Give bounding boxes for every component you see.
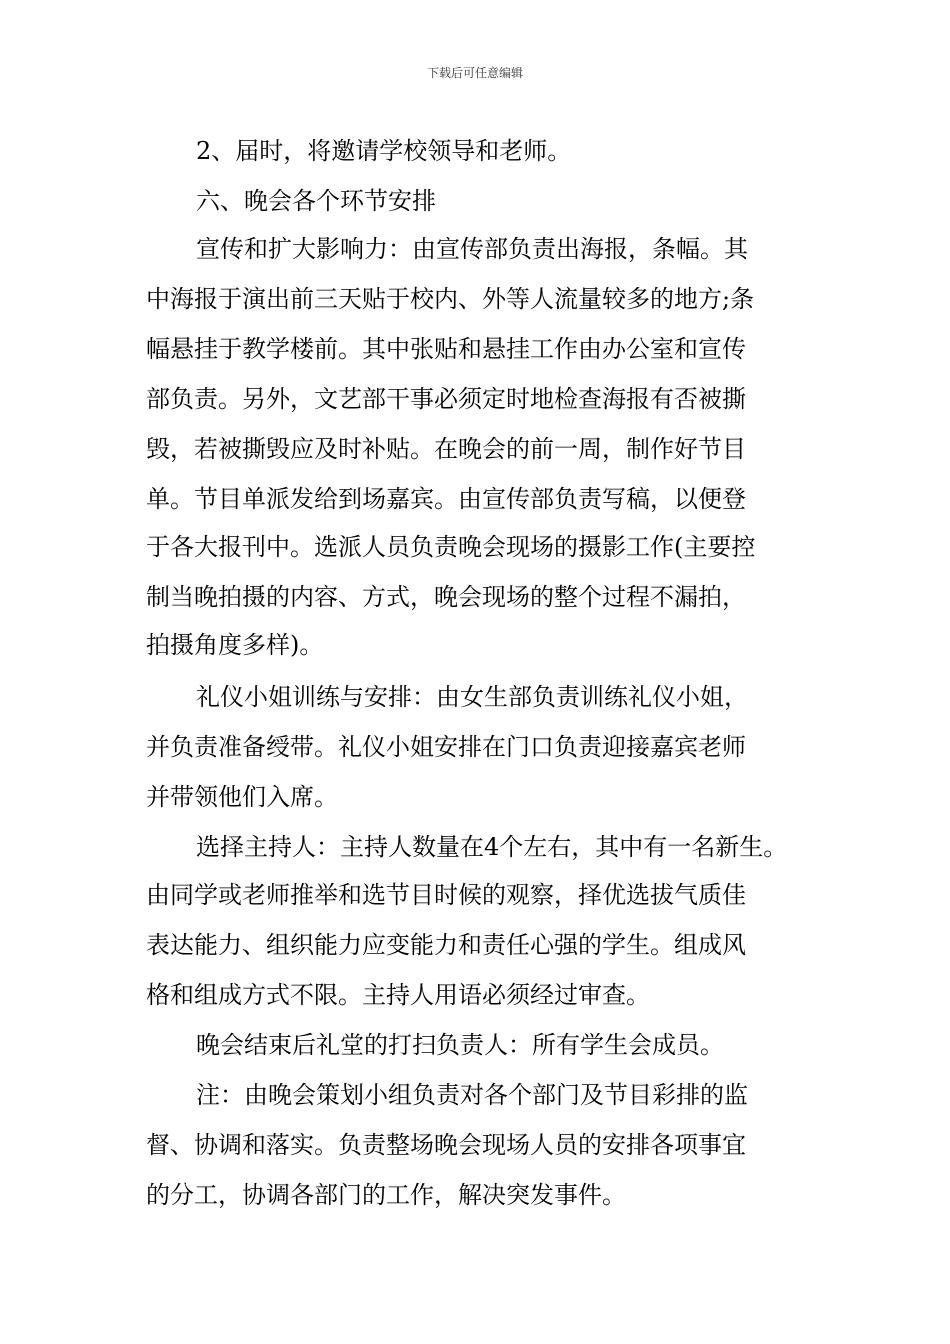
text-line: 督、协调和落实。负责整场晚会现场人员的安排各项事宜 — [146, 1131, 746, 1159]
text-line: 表达能力、组织能力应变能力和责任心强的学生。组成风 — [146, 931, 746, 959]
page-header: 下载后可任意编辑 — [426, 66, 523, 80]
text-line: 于各大报刊中。选派人员负责晚会现场的摄影工作(主要控 — [146, 533, 756, 561]
text-line: 礼仪小姐训练与安排：由女生部负责训练礼仪小姐， — [196, 683, 748, 711]
text-line: 单。节目单派发给到场嘉宾。由宣传部负责写稿，以便登 — [146, 485, 746, 513]
text-line: 制当晚拍摄的内容、方式，晚会现场的整个过程不漏拍， — [146, 583, 746, 611]
text-line: 晚会结束后礼堂的打扫负责人：所有学生会成员。 — [196, 1031, 724, 1059]
text-line: 选择主持人：主持人数量在4个左右，其中有一名新生。 — [196, 833, 788, 861]
text-line: 宣传和扩大影响力：由宣传部负责出海报，条幅。其 — [196, 235, 748, 263]
text-line: 注：由晚会策划小组负责对各个部门及节目彩排的监 — [196, 1081, 748, 1109]
text-line: 的分工，协调各部门的工作，解决突发事件。 — [146, 1181, 626, 1209]
text-line: 并负责准备绶带。礼仪小姐安排在门口负责迎接嘉宾老师 — [146, 733, 746, 761]
text-line: 由同学或老师推举和选节目时候的观察，择优选拔气质佳 — [146, 881, 746, 909]
text-line: 幅悬挂于教学楼前。其中张贴和悬挂工作由办公室和宣传 — [146, 335, 746, 363]
text-line: 并带领他们入席。 — [146, 783, 338, 811]
text-line: 拍摄角度多样)。 — [146, 631, 324, 659]
text-line: 中海报于演出前三天贴于校内、外等人流量较多的地方;条 — [146, 285, 755, 313]
text-line: 格和组成方式不限。主持人用语必须经过审查。 — [146, 981, 650, 1009]
text-line: 毁，若被撕毁应及时补贴。在晚会的前一周，制作好节目 — [146, 435, 746, 463]
section-heading: 六、晚会各个环节安排 — [196, 187, 436, 215]
text-line: 部负责。另外，文艺部干事必须定时地检查海报有否被撕 — [146, 385, 746, 413]
text-line: 2、届时，将邀请学校领导和老师。 — [196, 137, 572, 165]
